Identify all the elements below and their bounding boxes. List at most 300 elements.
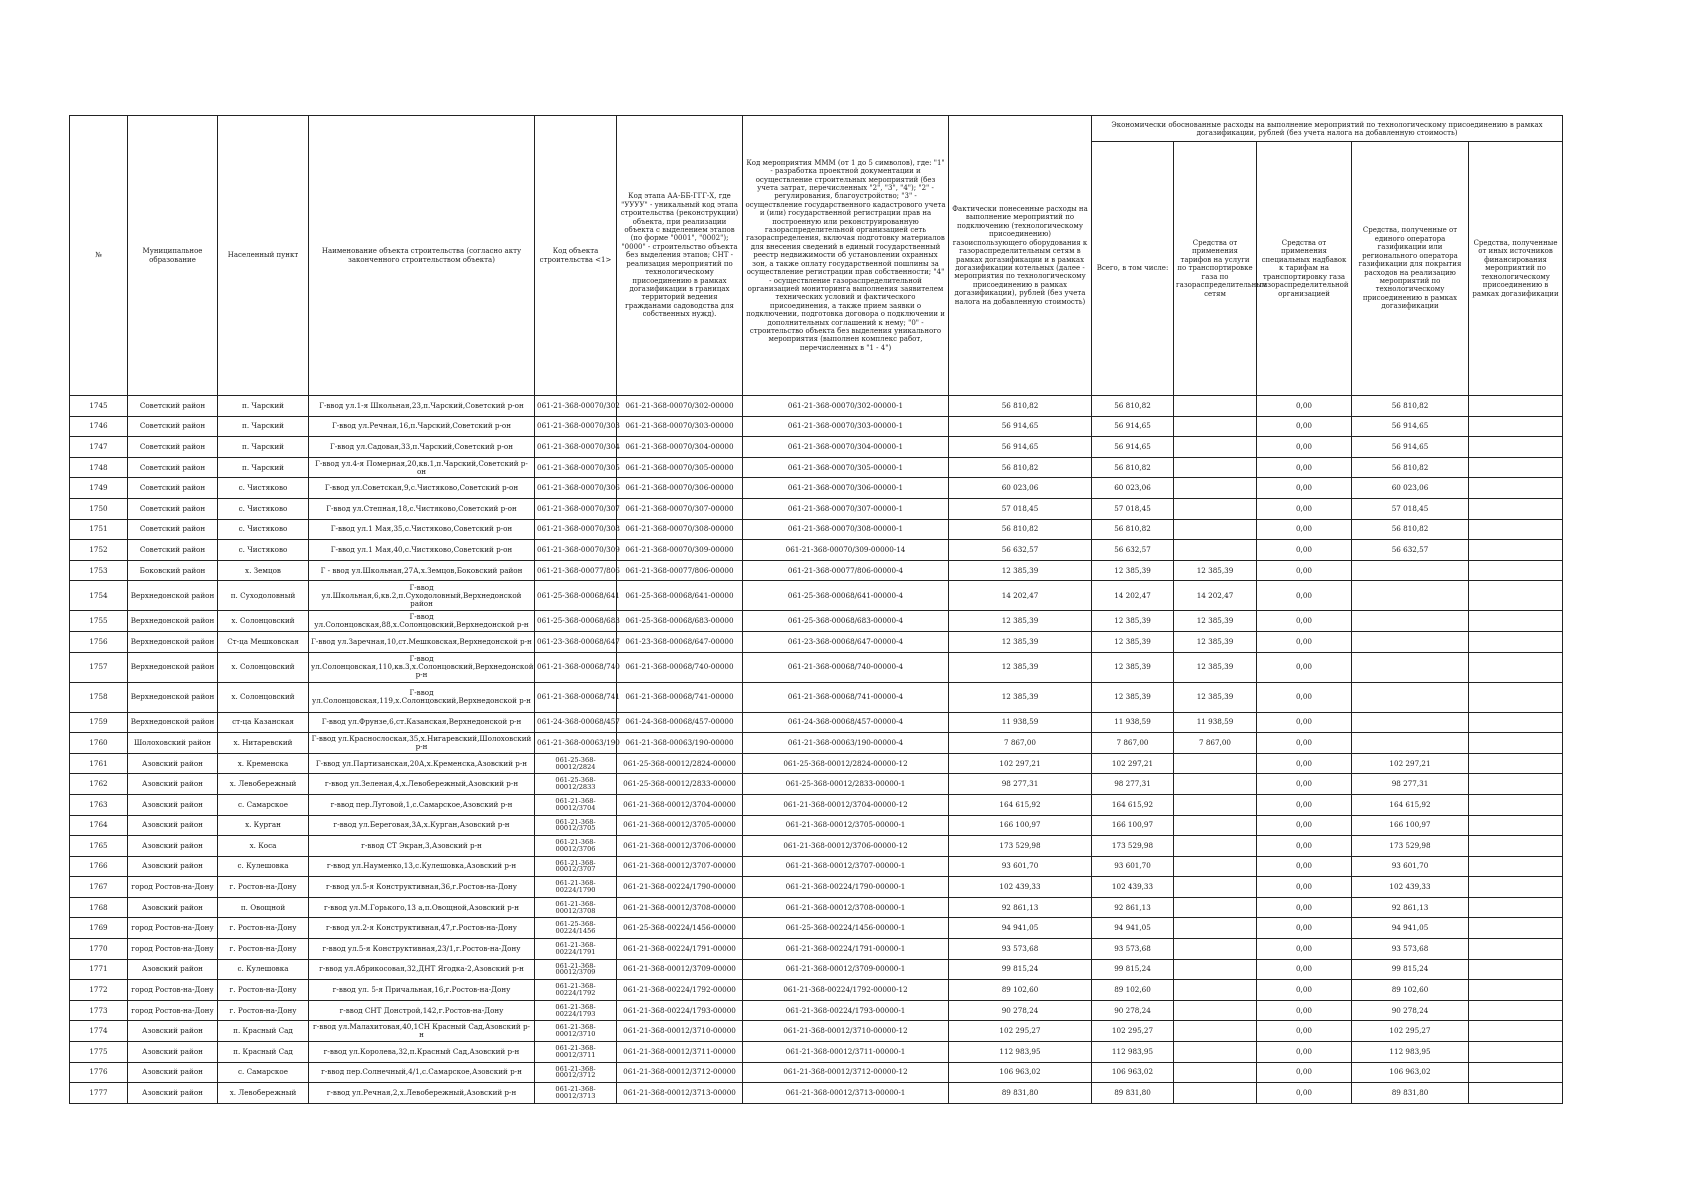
cell-single-operator: 98 277,31 xyxy=(1352,774,1469,795)
cell-total: 60 023,06 xyxy=(1092,478,1174,499)
cell-event-code: 061-21-368-00012/3712-00000-12 xyxy=(743,1062,949,1083)
cell-object-code: 061-21-368-00012/3709 xyxy=(535,959,617,980)
cell-single-operator: 56 810,82 xyxy=(1352,457,1469,478)
cell-special-markups: 0,00 xyxy=(1257,959,1352,980)
cell-tariff-transport: 7 867,00 xyxy=(1174,733,1257,754)
cell-event-code: 061-23-368-00068/647-00000-4 xyxy=(743,631,949,652)
cell-tariff-transport xyxy=(1174,856,1257,877)
table-row xyxy=(70,897,1563,918)
cell-tariff-transport xyxy=(1174,1062,1257,1083)
table-row xyxy=(70,478,1563,499)
cell-municipality: Советский район xyxy=(128,498,218,519)
table-row xyxy=(70,1021,1563,1042)
cell-object-name: Г-ввод ул.1 Мая,40,с.Чистяково,Советский р-он xyxy=(309,540,535,561)
header-object-name: Наименование объекта строительства (согласно акту законченного строительством объекта) xyxy=(309,116,535,396)
cell-total: 94 941,05 xyxy=(1092,918,1174,939)
cell-stage-code: 061-21-368-00012/3709-00000 xyxy=(617,959,743,980)
cell-tariff-transport xyxy=(1174,1000,1257,1021)
cell-other-sources xyxy=(1469,478,1563,499)
cell-tariff-transport xyxy=(1174,457,1257,478)
cell-total: 93 573,68 xyxy=(1092,939,1174,960)
cell-actual-costs: 12 385,39 xyxy=(949,652,1092,682)
cell-settlement: г. Ростов-на-Дону xyxy=(218,918,309,939)
cell-special-markups: 0,00 xyxy=(1257,416,1352,437)
cell-special-markups: 0,00 xyxy=(1257,611,1352,632)
cell-special-markups: 0,00 xyxy=(1257,1062,1352,1083)
cell-tariff-transport: 12 385,39 xyxy=(1174,611,1257,632)
cell-object-code: 061-21-368-00070/304 xyxy=(535,437,617,458)
cell-object-name: Г-ввод ул.Степная,18,с.Чистяково,Советский р-он xyxy=(309,498,535,519)
cell-stage-code: 061-21-368-00012/3704-00000 xyxy=(617,794,743,815)
cell-single-operator: 164 615,92 xyxy=(1352,794,1469,815)
cell-settlement: п. Суходоловный xyxy=(218,581,309,611)
cell-object-code: 061-21-368-00070/307 xyxy=(535,498,617,519)
cell-num: 1761 xyxy=(70,753,128,774)
cell-other-sources xyxy=(1469,959,1563,980)
cell-other-sources xyxy=(1469,396,1563,417)
cell-total: 112 983,95 xyxy=(1092,1042,1174,1063)
cell-total: 14 202,47 xyxy=(1092,581,1174,611)
cell-special-markups: 0,00 xyxy=(1257,980,1352,1001)
cell-stage-code: 061-21-368-00070/305-00000 xyxy=(617,457,743,478)
table-row xyxy=(70,1000,1563,1021)
cell-actual-costs: 56 914,65 xyxy=(949,416,1092,437)
table-row xyxy=(70,980,1563,1001)
cell-num: 1759 xyxy=(70,712,128,733)
cell-total: 90 278,24 xyxy=(1092,1000,1174,1021)
cell-object-name: Г-ввод ул.Солонцовская,88,х.Солонцовский,Верхнедонской р-н xyxy=(309,611,535,632)
cell-other-sources xyxy=(1469,1042,1563,1063)
cell-settlement: Ст-ца Мешковская xyxy=(218,631,309,652)
cell-total: 106 963,02 xyxy=(1092,1062,1174,1083)
cell-object-name: г-ввод СНТ Донстрой,142,г.Ростов-на-Дону xyxy=(309,1000,535,1021)
cell-actual-costs: 164 615,92 xyxy=(949,794,1092,815)
table-row xyxy=(70,1083,1563,1104)
cell-event-code: 061-25-368-00012/2833-00000-1 xyxy=(743,774,949,795)
cell-object-code: 061-21-368-00070/303 xyxy=(535,416,617,437)
cell-stage-code: 061-21-368-00068/741-00000 xyxy=(617,682,743,712)
cell-object-name: Г-ввод ул.Солонцовская,119,х.Солонцовский,Верхнедонской р-н xyxy=(309,682,535,712)
cell-settlement: п. Чарский xyxy=(218,457,309,478)
cell-tariff-transport xyxy=(1174,396,1257,417)
cell-municipality: Верхнедонской район xyxy=(128,712,218,733)
cell-single-operator: 94 941,05 xyxy=(1352,918,1469,939)
cell-actual-costs: 14 202,47 xyxy=(949,581,1092,611)
cell-settlement: с. Чистяково xyxy=(218,540,309,561)
cell-tariff-transport xyxy=(1174,478,1257,499)
cell-other-sources xyxy=(1469,794,1563,815)
cell-actual-costs: 173 529,98 xyxy=(949,836,1092,857)
cell-stage-code: 061-21-368-00224/1791-00000 xyxy=(617,939,743,960)
cell-object-code: 061-21-368-00012/3710 xyxy=(535,1021,617,1042)
cell-stage-code: 061-25-368-00224/1456-00000 xyxy=(617,918,743,939)
table-row xyxy=(70,540,1563,561)
cell-actual-costs: 166 100,97 xyxy=(949,815,1092,836)
cell-special-markups: 0,00 xyxy=(1257,581,1352,611)
cell-actual-costs: 11 938,59 xyxy=(949,712,1092,733)
cell-object-name: г-ввод ул.5-я Конструктивная,36,г.Ростов-на-Дону xyxy=(309,877,535,898)
cell-object-code: 061-21-368-00068/741 xyxy=(535,682,617,712)
cell-settlement: г. Ростов-на-Дону xyxy=(218,1000,309,1021)
cell-special-markups: 0,00 xyxy=(1257,682,1352,712)
cell-other-sources xyxy=(1469,416,1563,437)
cell-tariff-transport xyxy=(1174,519,1257,540)
header-other-sources: Средства, полученные от иных источников финансирования мероприятий по технологическому присоединению в рамках догазификации xyxy=(1469,142,1563,396)
cell-object-name: г-ввод ул.Зеленая,4,х.Левобережный,Азовский р-н xyxy=(309,774,535,795)
cell-tariff-transport: 11 938,59 xyxy=(1174,712,1257,733)
cell-tariff-transport xyxy=(1174,980,1257,1001)
cell-single-operator: 93 573,68 xyxy=(1352,939,1469,960)
cell-settlement: с. Чистяково xyxy=(218,478,309,499)
cell-actual-costs: 56 810,82 xyxy=(949,396,1092,417)
cell-object-code: 061-21-368-00070/306 xyxy=(535,478,617,499)
cell-special-markups: 0,00 xyxy=(1257,1042,1352,1063)
cell-object-name: г-ввод ул.5-я Конструктивная,23/1,г.Ростов-на-Дону xyxy=(309,939,535,960)
cell-tariff-transport xyxy=(1174,836,1257,857)
cell-tariff-transport xyxy=(1174,774,1257,795)
cell-actual-costs: 7 867,00 xyxy=(949,733,1092,754)
cell-stage-code: 061-21-368-00012/3710-00000 xyxy=(617,1021,743,1042)
cell-stage-code: 061-21-368-00070/307-00000 xyxy=(617,498,743,519)
cell-num: 1746 xyxy=(70,416,128,437)
table-row xyxy=(70,959,1563,980)
cell-other-sources xyxy=(1469,631,1563,652)
cell-total: 89 831,80 xyxy=(1092,1083,1174,1104)
cell-object-name: Г-ввод ул.Советская,9,с.Чистяково,Советский р-он xyxy=(309,478,535,499)
cell-single-operator: 102 439,33 xyxy=(1352,877,1469,898)
cell-municipality: Азовский район xyxy=(128,836,218,857)
cell-object-name: г-ввод пер.Луговой,1,с.Самарское,Азовский р-н xyxy=(309,794,535,815)
cell-num: 1762 xyxy=(70,774,128,795)
cell-object-name: г-ввод пер.Солнечный,4/1,с.Самарское,Азовский р-н xyxy=(309,1062,535,1083)
table-row xyxy=(70,631,1563,652)
cell-num: 1767 xyxy=(70,877,128,898)
cell-single-operator: 89 831,80 xyxy=(1352,1083,1469,1104)
cell-object-code: 061-21-368-00070/302 xyxy=(535,396,617,417)
cell-tariff-transport xyxy=(1174,1083,1257,1104)
cell-num: 1756 xyxy=(70,631,128,652)
cell-object-name: Г-ввод ул.1-я Школьная,23,п.Чарский,Советский р-он xyxy=(309,396,535,417)
cell-object-code: 061-24-368-00068/457 xyxy=(535,712,617,733)
cell-total: 7 867,00 xyxy=(1092,733,1174,754)
cell-stage-code: 061-23-368-00068/647-00000 xyxy=(617,631,743,652)
cell-stage-code: 061-21-368-00012/3706-00000 xyxy=(617,836,743,857)
cell-event-code: 061-21-368-00063/190-00000-4 xyxy=(743,733,949,754)
cell-num: 1745 xyxy=(70,396,128,417)
cell-object-code: 061-21-368-00224/1792 xyxy=(535,980,617,1001)
cell-settlement: с. Чистяково xyxy=(218,519,309,540)
cell-other-sources xyxy=(1469,980,1563,1001)
cell-actual-costs: 102 297,21 xyxy=(949,753,1092,774)
cell-municipality: Советский район xyxy=(128,457,218,478)
header-total: Всего, в том числе: xyxy=(1092,142,1174,396)
cell-other-sources xyxy=(1469,712,1563,733)
cell-special-markups: 0,00 xyxy=(1257,1021,1352,1042)
cell-tariff-transport xyxy=(1174,918,1257,939)
cell-stage-code: 061-21-368-00012/3708-00000 xyxy=(617,897,743,918)
cell-actual-costs: 90 278,24 xyxy=(949,1000,1092,1021)
cell-object-code: 061-21-368-00012/3705 xyxy=(535,815,617,836)
data-table xyxy=(69,115,1563,1104)
cell-single-operator xyxy=(1352,652,1469,682)
cell-object-name: г-ввод ул.2-я Конструктивная,47,г.Ростов-на-Дону xyxy=(309,918,535,939)
cell-settlement: х. Кременска xyxy=(218,753,309,774)
cell-tariff-transport xyxy=(1174,753,1257,774)
cell-single-operator xyxy=(1352,712,1469,733)
cell-other-sources xyxy=(1469,1021,1563,1042)
cell-settlement: х. Коса xyxy=(218,836,309,857)
cell-special-markups: 0,00 xyxy=(1257,815,1352,836)
cell-event-code: 061-21-368-00012/3711-00000-1 xyxy=(743,1042,949,1063)
cell-event-code: 061-21-368-00070/304-00000-1 xyxy=(743,437,949,458)
cell-stage-code: 061-25-368-00012/2833-00000 xyxy=(617,774,743,795)
cell-event-code: 061-21-368-00070/305-00000-1 xyxy=(743,457,949,478)
cell-event-code: 061-25-368-00012/2824-00000-12 xyxy=(743,753,949,774)
cell-object-code: 061-21-368-00070/305 xyxy=(535,457,617,478)
cell-object-name: г-ввод ул.М.Горького,13 а,п.Овощной,Азовский р-н xyxy=(309,897,535,918)
cell-num: 1773 xyxy=(70,1000,128,1021)
cell-object-name: г-ввод ул.Малахитовая,40,1СН Красный Сад,Азовский р-н xyxy=(309,1021,535,1042)
cell-municipality: Верхнедонской район xyxy=(128,682,218,712)
cell-event-code: 061-21-368-00070/308-00000-1 xyxy=(743,519,949,540)
table-row xyxy=(70,437,1563,458)
cell-stage-code: 061-21-368-00070/308-00000 xyxy=(617,519,743,540)
cell-single-operator: 106 963,02 xyxy=(1352,1062,1469,1083)
cell-special-markups: 0,00 xyxy=(1257,519,1352,540)
cell-other-sources xyxy=(1469,560,1563,581)
table-row xyxy=(70,457,1563,478)
cell-object-code: 061-21-368-00224/1793 xyxy=(535,1000,617,1021)
cell-special-markups: 0,00 xyxy=(1257,774,1352,795)
cell-other-sources xyxy=(1469,897,1563,918)
cell-actual-costs: 56 632,57 xyxy=(949,540,1092,561)
cell-object-code: 061-25-368-00224/1456 xyxy=(535,918,617,939)
cell-total: 164 615,92 xyxy=(1092,794,1174,815)
cell-num: 1766 xyxy=(70,856,128,877)
cell-municipality: Верхнедонской район xyxy=(128,631,218,652)
cell-settlement: п. Чарский xyxy=(218,396,309,417)
cell-other-sources xyxy=(1469,774,1563,795)
cell-event-code: 061-25-368-00068/683-00000-4 xyxy=(743,611,949,632)
header-special-markups: Средства от применения специальных надбавок к тарифам на транспортировку газа газораспределительной организацией xyxy=(1257,142,1352,396)
cell-settlement: п. Красный Сад xyxy=(218,1042,309,1063)
header-actual-costs: Фактически понесенные расходы на выполнение мероприятий по подключению (технологическому присоединению) газоиспользующего оборудования к газораспределительным сетям в рамках догазификации и в рамках догазификации котельных (далее - мероприятия по технологическому присоединению в рамках догазификации), рублей (без учета налога на добавленную стоимость) xyxy=(949,116,1092,396)
cell-actual-costs: 106 963,02 xyxy=(949,1062,1092,1083)
table-row xyxy=(70,712,1563,733)
cell-settlement: г. Ростов-на-Дону xyxy=(218,980,309,1001)
cell-stage-code: 061-24-368-00068/457-00000 xyxy=(617,712,743,733)
cell-municipality: город Ростов-на-Дону xyxy=(128,877,218,898)
table-row xyxy=(70,1042,1563,1063)
cell-municipality: город Ростов-на-Дону xyxy=(128,939,218,960)
cell-object-code: 061-25-368-00012/2824 xyxy=(535,753,617,774)
table-row xyxy=(70,753,1563,774)
cell-settlement: х. Левобережный xyxy=(218,1083,309,1104)
cell-total: 12 385,39 xyxy=(1092,682,1174,712)
cell-municipality: Азовский район xyxy=(128,1042,218,1063)
cell-total: 93 601,70 xyxy=(1092,856,1174,877)
cell-other-sources xyxy=(1469,1083,1563,1104)
cell-object-name: г-ввод ул.Науменко,13,с.Кулешовка,Азовский р-н xyxy=(309,856,535,877)
header-settlement: Населенный пункт xyxy=(218,116,309,396)
cell-num: 1758 xyxy=(70,682,128,712)
cell-municipality: Советский район xyxy=(128,540,218,561)
cell-single-operator xyxy=(1352,682,1469,712)
cell-special-markups: 0,00 xyxy=(1257,939,1352,960)
cell-event-code: 061-21-368-00068/740-00000-4 xyxy=(743,652,949,682)
cell-stage-code: 061-21-368-00224/1792-00000 xyxy=(617,980,743,1001)
cell-num: 1752 xyxy=(70,540,128,561)
cell-num: 1751 xyxy=(70,519,128,540)
cell-object-name: Г-ввод ул.Краснослоская,35,х.Нигаревский,Шолоховский р-н xyxy=(309,733,535,754)
cell-num: 1764 xyxy=(70,815,128,836)
cell-total: 56 810,82 xyxy=(1092,519,1174,540)
cell-actual-costs: 92 861,13 xyxy=(949,897,1092,918)
cell-other-sources xyxy=(1469,540,1563,561)
cell-object-name: Г-ввод ул.Заречная,10,ст.Мешковская,Верхнедонской р-н xyxy=(309,631,535,652)
cell-event-code: 061-21-368-00070/306-00000-1 xyxy=(743,478,949,499)
cell-object-code: 061-21-368-00012/3706 xyxy=(535,836,617,857)
cell-event-code: 061-21-368-00012/3705-00000-1 xyxy=(743,815,949,836)
cell-total: 166 100,97 xyxy=(1092,815,1174,836)
cell-municipality: Советский район xyxy=(128,396,218,417)
cell-municipality: Советский район xyxy=(128,478,218,499)
cell-settlement: х. Земцов xyxy=(218,560,309,581)
cell-settlement: п. Овощной xyxy=(218,897,309,918)
cell-event-code: 061-24-368-00068/457-00000-4 xyxy=(743,712,949,733)
cell-total: 56 914,65 xyxy=(1092,437,1174,458)
table-row xyxy=(70,733,1563,754)
cell-num: 1760 xyxy=(70,733,128,754)
cell-stage-code: 061-21-368-00224/1790-00000 xyxy=(617,877,743,898)
cell-actual-costs: 12 385,39 xyxy=(949,560,1092,581)
cell-other-sources xyxy=(1469,939,1563,960)
cell-special-markups: 0,00 xyxy=(1257,540,1352,561)
cell-object-name: Г-ввод ул.Партизанская,20А,х.Кременска,Азовский р-н xyxy=(309,753,535,774)
cell-settlement: с. Кулешовка xyxy=(218,959,309,980)
cell-municipality: Азовский район xyxy=(128,815,218,836)
cell-special-markups: 0,00 xyxy=(1257,1083,1352,1104)
table-row xyxy=(70,794,1563,815)
cell-object-code: 061-23-368-00068/647 xyxy=(535,631,617,652)
cell-tariff-transport xyxy=(1174,897,1257,918)
cell-stage-code: 061-25-368-00012/2824-00000 xyxy=(617,753,743,774)
document-page xyxy=(69,115,1562,1104)
cell-tariff-transport: 14 202,47 xyxy=(1174,581,1257,611)
cell-actual-costs: 57 018,45 xyxy=(949,498,1092,519)
cell-num: 1771 xyxy=(70,959,128,980)
cell-event-code: 061-25-368-00068/641-00000-4 xyxy=(743,581,949,611)
cell-other-sources xyxy=(1469,877,1563,898)
cell-single-operator: 89 102,60 xyxy=(1352,980,1469,1001)
cell-stage-code: 061-25-368-00068/641-00000 xyxy=(617,581,743,611)
cell-total: 12 385,39 xyxy=(1092,631,1174,652)
cell-actual-costs: 12 385,39 xyxy=(949,611,1092,632)
table-row xyxy=(70,774,1563,795)
table-row xyxy=(70,416,1563,437)
cell-actual-costs: 12 385,39 xyxy=(949,682,1092,712)
cell-municipality: Азовский район xyxy=(128,897,218,918)
cell-single-operator: 57 018,45 xyxy=(1352,498,1469,519)
header-single-operator: Средства, полученные от единого оператора газификации или регионального оператора газификации для покрытия расходов на реализацию мероприятий по технологическому присоединению в рамках догазификации xyxy=(1352,142,1469,396)
cell-other-sources xyxy=(1469,519,1563,540)
cell-object-code: 061-21-368-00068/740 xyxy=(535,652,617,682)
cell-single-operator: 93 601,70 xyxy=(1352,856,1469,877)
cell-num: 1774 xyxy=(70,1021,128,1042)
cell-actual-costs: 93 601,70 xyxy=(949,856,1092,877)
cell-num: 1765 xyxy=(70,836,128,857)
cell-settlement: х. Нитаревский xyxy=(218,733,309,754)
cell-event-code: 061-25-368-00224/1456-00000-1 xyxy=(743,918,949,939)
cell-other-sources xyxy=(1469,611,1563,632)
header-event-code: Код мероприятия ММM (от 1 до 5 символов), где: "1" - разработка проектной документации и осуществление строительных мероприятий (без учета затрат, перечисленных "2", "3", "4"); "2" - регулирования, благоустройство; "3" - осуществление государственного кадастрового учета и (или) государственной регистрации прав на построенную или реконструированную газораспределительной организацией сеть газораспределения, включая подготовку материалов для внесения сведений в единый государственный реестр недвижимости об установлении охранных зон, а также оплату государственной пошлины за осуществление регистрации прав собственности; "4" - осуществление газораспределительной организацией мониторинга выполнения заявителем технических условий и фактического присоединения, а также прием заявки о подключении, подготовка договора о подключении и дополнительных соглашений к нему; "0" - строительство объекта без выделения уникального мероприятия (выполнен комплекс работ, перечисленных в "1 - 4") xyxy=(743,116,949,396)
cell-special-markups: 0,00 xyxy=(1257,794,1352,815)
cell-object-code: 061-25-368-00068/683 xyxy=(535,611,617,632)
cell-object-name: Г-ввод ул.1 Мая,35,с.Чистяково,Советский р-он xyxy=(309,519,535,540)
cell-num: 1770 xyxy=(70,939,128,960)
cell-single-operator: 102 297,21 xyxy=(1352,753,1469,774)
cell-other-sources xyxy=(1469,815,1563,836)
cell-single-operator: 56 810,82 xyxy=(1352,396,1469,417)
cell-special-markups: 0,00 xyxy=(1257,652,1352,682)
cell-single-operator: 56 632,57 xyxy=(1352,540,1469,561)
cell-municipality: Советский район xyxy=(128,416,218,437)
cell-event-code: 061-21-368-00224/1792-00000-12 xyxy=(743,980,949,1001)
cell-object-code: 061-21-368-00063/190 xyxy=(535,733,617,754)
cell-event-code: 061-21-368-00012/3706-00000-12 xyxy=(743,836,949,857)
cell-tariff-transport: 12 385,39 xyxy=(1174,682,1257,712)
cell-object-name: Г - ввод ул.Школьная,27А,х.Земцов,Боковский район xyxy=(309,560,535,581)
cell-event-code: 061-21-368-00070/307-00000-1 xyxy=(743,498,949,519)
cell-single-operator: 102 295,27 xyxy=(1352,1021,1469,1042)
cell-total: 12 385,39 xyxy=(1092,560,1174,581)
cell-event-code: 061-21-368-00012/3704-00000-12 xyxy=(743,794,949,815)
cell-settlement: с. Самарское xyxy=(218,1062,309,1083)
cell-event-code: 061-21-368-00012/3709-00000-1 xyxy=(743,959,949,980)
cell-municipality: Азовский район xyxy=(128,774,218,795)
cell-actual-costs: 99 815,24 xyxy=(949,959,1092,980)
cell-stage-code: 061-21-368-00070/306-00000 xyxy=(617,478,743,499)
table-row xyxy=(70,836,1563,857)
cell-municipality: Верхнедонской район xyxy=(128,611,218,632)
cell-actual-costs: 56 810,82 xyxy=(949,457,1092,478)
cell-tariff-transport xyxy=(1174,416,1257,437)
header-tariff-transport: Средства от применения тарифов на услуги по транспортировке газа по газораспределительным сетям xyxy=(1174,142,1257,396)
cell-tariff-transport xyxy=(1174,815,1257,836)
cell-municipality: Азовский район xyxy=(128,959,218,980)
table-row xyxy=(70,396,1563,417)
cell-tariff-transport: 12 385,39 xyxy=(1174,652,1257,682)
cell-event-code: 061-21-368-00070/303-00000-1 xyxy=(743,416,949,437)
cell-object-name: Г-ввод ул.Школьная,6,кв.2,п.Суходоловный,Верхнедонской район xyxy=(309,581,535,611)
cell-other-sources xyxy=(1469,652,1563,682)
cell-object-code: 061-25-368-00012/2833 xyxy=(535,774,617,795)
cell-settlement: с. Кулешовка xyxy=(218,856,309,877)
cell-total: 92 861,13 xyxy=(1092,897,1174,918)
cell-stage-code: 061-21-368-00070/302-00000 xyxy=(617,396,743,417)
cell-stage-code: 061-21-368-00012/3712-00000 xyxy=(617,1062,743,1083)
cell-municipality: Азовский район xyxy=(128,1062,218,1083)
cell-settlement: г. Ростов-на-Дону xyxy=(218,939,309,960)
cell-settlement: ст-ца Казанская xyxy=(218,712,309,733)
cell-total: 99 815,24 xyxy=(1092,959,1174,980)
cell-actual-costs: 94 941,05 xyxy=(949,918,1092,939)
header-object-code: Код объекта строительства <1> xyxy=(535,116,617,396)
cell-single-operator: 173 529,98 xyxy=(1352,836,1469,857)
cell-event-code: 061-21-368-00224/1793-00000-1 xyxy=(743,1000,949,1021)
cell-single-operator xyxy=(1352,560,1469,581)
cell-single-operator xyxy=(1352,581,1469,611)
